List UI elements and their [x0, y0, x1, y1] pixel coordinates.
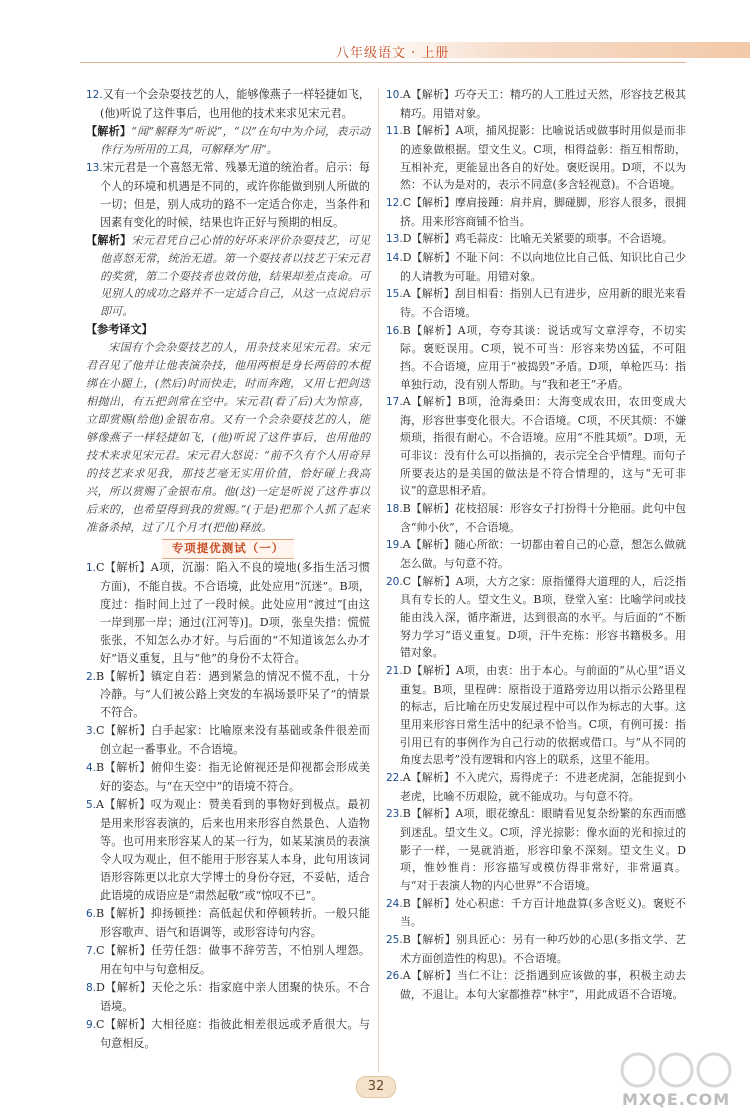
question-item [86, 1016, 370, 1053]
question-text: A【解析】当仁不让：泛指遇到应该做的事，积极主动去做，不退让。本句大家都推荐“林宇”，用此成语不合语境。 [400, 969, 686, 1001]
question-number: 19. [386, 539, 403, 552]
question-number: 5. [86, 799, 97, 812]
question-text: B【解析】镇定自若：遇到紧急的情况不慌不乱，十分冷静。与“人们被公路上突发的车祸场景吓呆了”的情景不符合。 [96, 669, 370, 720]
question-item [86, 979, 370, 1016]
question-text: A【解析】不入虎穴，焉得虎子：不进老虎洞，怎能捉到小老虎，比喻不历艰险，就不能成功。与句意不符。 [400, 770, 686, 803]
question-number: 26. [386, 970, 403, 983]
question-number: 17. [386, 396, 403, 409]
question-item [86, 159, 370, 232]
question-number: 11. [386, 125, 403, 138]
question-item [386, 536, 686, 572]
question-text: A【解析】叹为观止：赞美看到的事物好到极点。最初是用来形容表演的，后来也用来形容自然景色、人造物等。也可用来形容某人的某一行为，如某某演员的表演令人叹为观止，但不能用于形容某人本身，此句用该词语形容陈更以北京大学博士的身份夺冠，不妥帖，适合此语境的成语应是“肃然起敬”或“惊叹不已”。 [96, 798, 370, 902]
question-item [386, 662, 686, 769]
question-item [386, 967, 686, 1003]
page-header [0, 0, 750, 62]
question-item [86, 722, 370, 759]
question-number: 15. [386, 288, 403, 301]
reference-heading [86, 321, 370, 339]
question-text: B【解析】花枝招展：形容女子打扮得十分艳丽。此句中包含“帅小伙”，不合语境。 [400, 502, 686, 534]
question-text: B【解析】A项，捕风捉影：比喻说话或做事时用似是而非的迹象做根据。望文生义。C项，相得益彰：指互相帮助，互相补充，更能显出各自的好处。褒贬误用。D项，不以为然：不认为是对的，表示不同意(多含轻视意)。不合语境。 [400, 124, 686, 192]
question-number: 9. [86, 1018, 97, 1031]
column-divider [378, 88, 379, 1073]
question-number: 8. [86, 981, 97, 994]
analysis-text: “闻”解释为“听说”，“以”在句中为介词，表示动作行为所用的工具，可解释为“用”。 [100, 124, 370, 156]
question-text: C【解析】大相径庭：指彼此相差很远或矛盾很大。与句意相反。 [96, 1017, 370, 1050]
section-title: 专项提优测试（一） [162, 539, 295, 559]
question-number: 1. [86, 561, 97, 574]
question-number: 6. [86, 907, 97, 920]
question-text: C【解析】白手起家：比喻原来没有基础或条件很差而创立起一番事业。不合语境。 [96, 724, 370, 757]
section-heading [86, 539, 370, 559]
question-number: 25. [386, 933, 403, 946]
question-number: 23. [386, 808, 403, 821]
question-item [86, 905, 370, 942]
question-text: 又有一个会杂耍技艺的人，能够像燕子一样轻捷如飞，(他)听说了这件事后，也用他的技术来求见宋元君。 [100, 88, 370, 120]
question-item [86, 796, 370, 905]
question-item [386, 769, 686, 805]
question-number: 10. [386, 89, 403, 101]
question-number: 4. [86, 762, 97, 775]
watermark-text: MXQE.COM [622, 1090, 731, 1109]
question-number: 22. [386, 771, 403, 784]
question-text: B【解析】A项，夸夸其谈：说话或写文章浮夸，不切实际。褒贬误用。C项，锐不可当：形容来势凶猛，不可阻挡。不合语境，应用于“被捣毁”矛盾。D项，单枪匹马：指单独行动，没有别人帮助。与“我和老王”矛盾。 [400, 323, 686, 391]
question-number: 7. [86, 944, 97, 957]
header-title: 八年级语文 · 上册 [336, 46, 450, 61]
question-number: 12. [386, 196, 403, 209]
question-item [386, 573, 686, 662]
question-item [386, 230, 686, 249]
question-item [386, 285, 686, 321]
question-text: B【解析】处心积虑：千方百计地盘算(多含贬义)。褒贬不当。 [400, 896, 686, 929]
question-text: D【解析】天伦之乐：指家庭中亲人团聚的快乐。不合语境。 [96, 980, 370, 1013]
question-item [386, 249, 686, 285]
question-number: 12. [86, 89, 103, 101]
question-text: B【解析】抑扬顿挫：高低起伏和停顿转折。一般只能形容歌声、语气和语调等，或形容诗句内容。 [96, 906, 370, 939]
question-item [386, 122, 686, 194]
question-text: C【解析】摩肩接踵：肩并肩，脚碰脚，形容人很多，很拥挤。用来形容商铺不恰当。 [400, 195, 686, 228]
question-item [386, 805, 686, 894]
right-column [386, 86, 686, 1003]
question-item [86, 86, 370, 123]
question-text: A【解析】巧夺天工：精巧的人工胜过天然，形容技艺极其精巧。用错对象。 [400, 88, 686, 120]
header-rule [80, 62, 686, 63]
reference-label: 【参考译文】 [86, 323, 153, 337]
question-text: C【解析】A项，大方之家：原指懂得大道理的人，后泛指具有专长的人。望文生义。B项，登堂入室：比喻学问或技能由浅入深，循序渐进，达到很高的水平。与后面的“不断努力学习”语义重复。D项，汗牛充栋：形容书籍极多。用错对象。 [400, 574, 686, 660]
question-number: 24. [386, 897, 403, 910]
question-number: 14. [386, 251, 403, 264]
question-item [86, 559, 370, 668]
question-number: 21. [386, 665, 403, 677]
question-number: 13. [386, 233, 403, 246]
question-text: A【解析】随心所欲：一切都由着自己的心意，想怎么做就怎么做。与句意不符。 [400, 538, 686, 571]
question-text: C【解析】任劳任怨：做事不辞劳苦，不怕别人埋怨。用在句中与句意相反。 [96, 943, 370, 976]
question-text: D【解析】不耻下问：不以向地位比自己低、知识比自己少的人请教为可耻。用错对象。 [400, 250, 686, 283]
question-number: 20. [386, 575, 403, 588]
left-column [86, 86, 370, 1053]
question-text: 宋元君是一个喜怒无常、残暴无道的统治者。启示：每个人的环境和机遇是不同的，或许你能做到别人所做的一切；但是，别人成功的路不一定适合你走，当条件和因素有变化的时候，结果也许正好与预期的相反。 [100, 160, 370, 229]
question-item [386, 931, 686, 967]
question-text: B【解析】俯仰生姿：指无论俯视还是仰视都会形成美好的姿态。与“在天空中”的语境不符合。 [96, 761, 370, 794]
question-item [86, 668, 370, 723]
question-item [386, 194, 686, 230]
page-number: 32 [356, 1076, 396, 1098]
question-item [386, 322, 686, 394]
question-number: 16. [386, 324, 403, 337]
question-text: C【解析】A项，沉溺：陷入不良的境地(多指生活习惯方面)，不能自拔。不合语境，此处应用“沉迷”。B项，度过：指时间上过了一段时候。此处应用“渡过”[由这一岸到那一岸；通过(江河等)]。D项，张皇失措：慌慌张张，不知怎么办才好。与后面的“不知道该怎么办才好”语义重复，且与“他”的身份不太符合。 [96, 560, 370, 665]
question-number: 13. [86, 161, 103, 174]
question-number: 2. [86, 670, 97, 683]
question-text: A【解析】刮目相看：指别人已有进步，应用新的眼光来看待。不合语境。 [400, 287, 686, 319]
question-text: B【解析】A项，眼花缭乱：眼睛看见复杂纷繁的东西而感到迷乱。望文生义。C项，浮光掠影：像水面的光和掠过的影子一样，一晃就消逝，形容印象不深刻。望文生义。D项，惟妙惟肖：形容描写或模仿得非常好，非常逼真。与“对于表演人物的内心世界”不合语境。 [400, 807, 686, 892]
translation-paragraph: 宋国有个会杂耍技艺的人，用杂技来见宋元君。宋元君召见了他并让他表演杂技，他用两根是身长两倍的木棍绑在小腿上，(然后)时而快走，时而奔跑，又用七把剑迭相抛出，有五把剑常在空中。宋元君(看了后)大为惊喜，立即赏赐(给他)金银布帛。又有一个会杂耍技艺的人，能够像燕子一样轻捷如飞，(他)听说了这件事后，也用他的技术来求见宋元君。宋元君大怒说：“前不久有个人用奇异的技艺来求见我，那技艺毫无实用价值，恰好碰上我高兴，所以赏赐了金银布帛。他(这)一定是听说了这件事以后来的，也希望得到我的赏赐。”(于是)把那个人抓了起来准备杀掉，过了几个月才(把他)释放。 [86, 341, 370, 534]
question-item [86, 759, 370, 796]
analysis-tag: 【解析】 [86, 124, 132, 138]
analysis-text: 宋元君凭自己心情的好坏来评价杂耍技艺，可见他喜怒无常，统治无道。第一个耍技者以技艺干宋元君的奖赏，第二个耍技者也效仿他，结果却差点丧命。可见别人的成功之路并不一定适合自己，从这一点说启示即可。 [100, 233, 370, 319]
question-item [386, 393, 686, 500]
question-number: 3. [86, 725, 97, 738]
question-text: D【解析】鸡毛蒜皮：比喻无关紧要的琐事。不合语境。 [402, 232, 673, 246]
question-text: A【解析】B项，沧海桑田：大海变成农田，农田变成大海，形容世事变化很大。不合语境。C项，不厌其烦：不嫌烦琐，指很有耐心。不合语境。应用“不胜其烦”。D项，无可非议：没有什么可以指摘的，表示完全合乎情理。而句子所要表达的是美国的做法是不符合情理的，这与“无可非议”的意思相矛盾。 [400, 395, 686, 498]
analysis-item [86, 232, 370, 322]
question-text: B【解析】别具匠心：另有一种巧妙的心思(多指文学、艺术方面创造性的构思)。不合语境。 [400, 932, 686, 965]
question-item [386, 500, 686, 536]
question-text: D【解析】A项，由衷：出于本心。与前面的“从心里”语义重复。B项，里程碑：原指设于道路旁边用以指示公路里程的标志，后比喻在历史发展过程中可以作为标志的大事。这里用来形容日常生活中的纪录不恰当。C项，有例可援：指引用已有的事例作为自己行动的依据或借口。与“从不同的角度去思考”没有逻辑和内容上的联系，这里不能用。 [400, 664, 686, 767]
analysis-item [86, 123, 370, 159]
question-item [386, 86, 686, 122]
analysis-tag: 【解析】 [86, 233, 132, 247]
question-number: 18. [386, 503, 403, 516]
question-item [386, 895, 686, 931]
question-item [86, 942, 370, 979]
